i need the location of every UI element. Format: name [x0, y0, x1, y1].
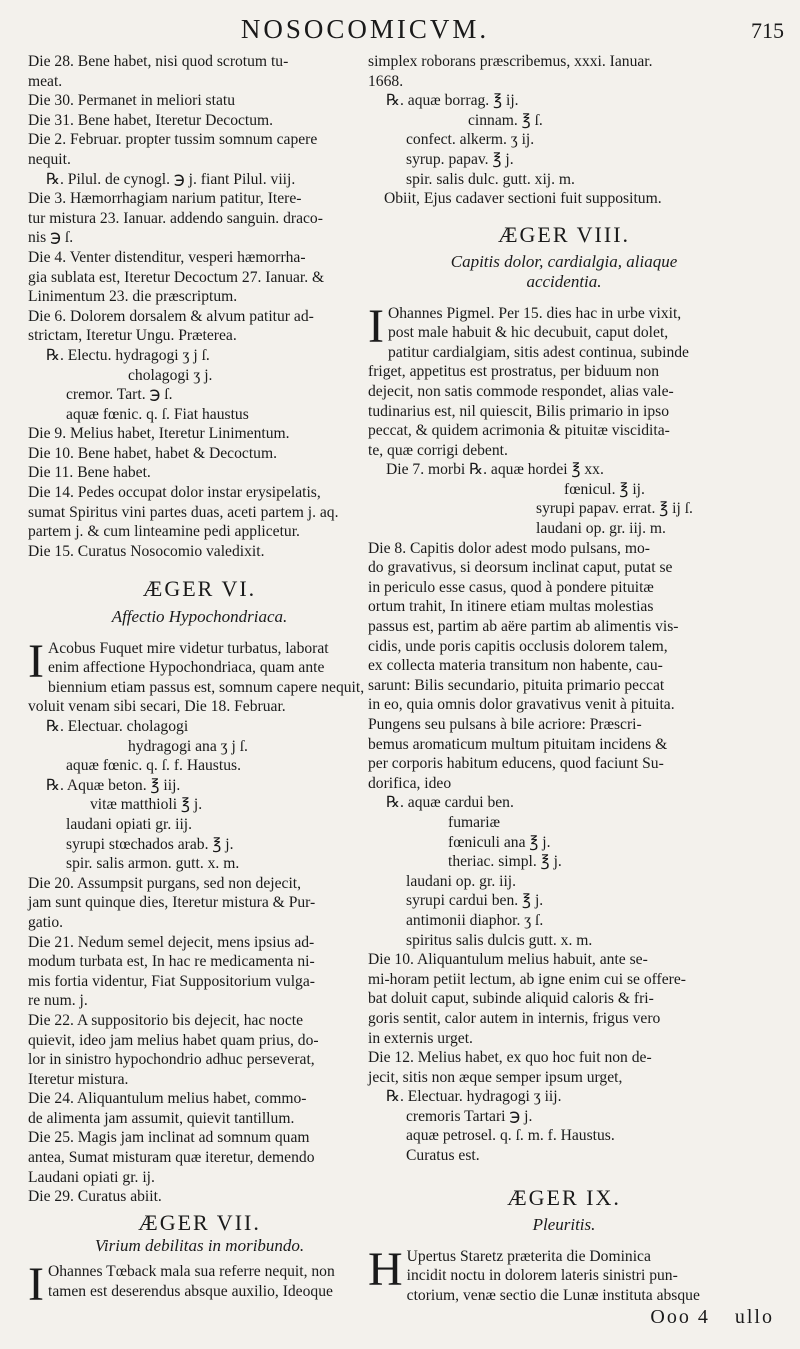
- drop-cap: I: [368, 299, 384, 353]
- prescription-line: vitæ matthioli ℥ j.: [90, 796, 203, 814]
- prescription-line: ℞. aquæ cardui ben.: [386, 794, 514, 812]
- text-line: incidit noctu in dolorem lateris sinistri pun-: [406, 1267, 678, 1285]
- text-line: jecit, sitis non æque semper ipsum urget,: [368, 1068, 623, 1086]
- prescription-line: Die 7. morbi ℞. aquæ hordei ℥ xx.: [386, 461, 604, 479]
- text-line: gia sublata est, Iteretur Decoctum 27. Ianuar. &: [28, 268, 325, 286]
- prescription-line: ℞. Pilul. de cynogl. ℈ j. fiant Pilul. viij.: [46, 170, 296, 188]
- prescription-line: laudani opiati gr. iij.: [66, 815, 193, 833]
- text-line: in eo, quia omnis dolor gravativus venit à pituita.: [368, 696, 675, 714]
- prescription-line: spir. salis dulc. gutt. xij. m.: [406, 170, 575, 188]
- text-line: passus est, partim ab aëre partim ab alimentis vis-: [368, 618, 679, 636]
- prescription-line: aquæ fœnic. q. ſ. f. Haustus.: [66, 757, 241, 775]
- text-line: bemus aromaticum multum pituitam incidens &: [368, 735, 668, 753]
- prescription-line: spir. salis armon. gutt. x. m.: [66, 855, 240, 873]
- text-line: per corporis habitum educens, quod faciunt Su-: [368, 755, 664, 773]
- text-line: post male habuit & hic decubuit, caput dolet,: [387, 324, 669, 342]
- prescription-line: syrupi stœchados arab. ℥ j.: [66, 835, 234, 853]
- text-line: Die 3. Hæmorrhagiam narium patitur, Itere-: [28, 190, 302, 208]
- text-line: Die 31. Bene habet, Iteretur Decoctum.: [28, 111, 274, 129]
- prescription-line: confect. alkerm. ʒ ij.: [406, 131, 535, 149]
- paragraph-aeger-ix: [368, 1242, 760, 1306]
- prescription-line: cinnam. ℥ ſ.: [468, 111, 543, 129]
- text-line: Upertus Staretz præterita die Dominica: [406, 1247, 651, 1265]
- prescription-line: hydragogi ana ʒ j ſ.: [128, 737, 248, 755]
- text-line: Die 29. Curatus abiit.: [28, 1188, 162, 1206]
- prescription-line: aquæ fœnic. q. ſ. Fiat haustus: [66, 405, 249, 423]
- text-line: do gravativus, si deorsum inclinat caput, putat se: [368, 559, 673, 577]
- right-column: [368, 52, 760, 1306]
- text-line: Die 9. Melius habet, Iteretur Linimentum.: [28, 425, 290, 443]
- paragraph-aeger-vi: [28, 634, 371, 717]
- text-line: ctorium, venæ sectio die Lunæ instituta absque: [406, 1287, 700, 1305]
- section-title-aeger-vi: ÆGER VI.: [142, 576, 257, 602]
- text-line: mi-horam petiit lectum, ab igne enim cui se offere-: [368, 970, 686, 988]
- running-title: NOSOCOMICVM.: [240, 14, 490, 44]
- prescription-line: cremor. Tart. ℈ ſ.: [66, 386, 173, 404]
- text-line: tamen est deserendus absque auxilio, Ideoque: [47, 1282, 333, 1300]
- text-line: sumat Spiritus vini partes duas, aceti partem j. aq.: [28, 503, 339, 521]
- section-title-aeger-vii: ÆGER VII.: [138, 1209, 261, 1235]
- text-line: goris sentit, calor autem in internis, frigus vero: [368, 1009, 661, 1027]
- text-line: Ohannes Pigmel. Per 15. dies hac in urbe vixit,: [387, 304, 682, 322]
- text-line: Die 6. Dolorem dorsalem & alvum patitur ad-: [28, 307, 314, 325]
- text-line: in externis urget.: [368, 1029, 473, 1047]
- text-line: de alimenta jam assumit, quievit tantillum.: [28, 1109, 295, 1127]
- text-line: dorifica, ideo: [368, 774, 452, 792]
- text-line: re num. j.: [28, 992, 88, 1010]
- text-line: strictam, Iteretur Ungu. Præterea.: [28, 327, 237, 345]
- section-subtitle: Pleuritis.: [532, 1215, 596, 1235]
- text-line: sarunt: Bilis secundario, pituita primario peccat: [368, 676, 665, 694]
- prescription-line: ℞. Electu. hydragogi ʒ j ſ.: [46, 346, 210, 364]
- prescription-line: syrup. papav. ℥ j.: [406, 150, 514, 168]
- text-line: Die 25. Magis jam inclinat ad somnum quam: [28, 1129, 310, 1147]
- prescription-line: cremoris Tartari ℈ j.: [406, 1107, 533, 1125]
- text-line: mis fortia videntur, Fiat Suppositorium vulga-: [28, 972, 315, 990]
- signature-mark: Ooo 4: [650, 1306, 710, 1328]
- text-line: Die 22. A suppositorio bis dejecit, hac nocte: [28, 1011, 304, 1029]
- text-line: Iteretur mistura.: [28, 1070, 129, 1088]
- text-line: quievit, ideo jam melius habet quam prius, do-: [28, 1031, 319, 1049]
- text-line: nequit.: [28, 150, 71, 168]
- prescription-line: ℞. aquæ borrag. ℥ ij.: [386, 92, 519, 110]
- text-line: peccat, & quidem acrimonia & pituitæ viscidita-: [368, 422, 670, 440]
- left-column: [28, 52, 371, 1312]
- page-number: 715: [751, 18, 784, 43]
- prescription-line: syrupi cardui ben. ℥ j.: [406, 892, 544, 910]
- text-line: nis ℈ ſ.: [28, 229, 74, 247]
- section-subtitle: accidentia.: [526, 271, 602, 291]
- text-line: antea, Sumat misturam quæ iteretur, demendo: [28, 1149, 315, 1167]
- prescription-line: ℞. Electuar. hydragogi ʒ iij.: [386, 1088, 562, 1106]
- section-title-aeger-ix: ÆGER IX.: [507, 1184, 621, 1210]
- prescription-line: antimonii diaphor. ʒ ſ.: [406, 911, 544, 929]
- text-line: in periculo esse casus, quod à pondere pituitæ: [368, 578, 654, 596]
- prescription-line: ℞. Electuar. cholagogi: [46, 718, 189, 735]
- text-line: jam sunt quinque dies, Iteretur mistura & Pur-: [28, 894, 316, 912]
- text-line: Laudani opiati gr. ij.: [28, 1168, 155, 1186]
- text-line: Die 4. Venter distenditur, vesperi hæmorrha-: [28, 248, 306, 266]
- text-line: lor in sinistro hypochondrio adhuc perseverat,: [28, 1051, 315, 1069]
- text-line: Die 8. Capitis dolor adest modo pulsans, mo-: [368, 539, 650, 557]
- text-line: partem j. & cum linteamine pedi applicetur.: [28, 523, 300, 541]
- text-line: Linimentum 23. die præscriptum.: [28, 288, 238, 306]
- text-line: Die 20. Assumpsit purgans, sed non dejecit,: [28, 874, 302, 892]
- text-line: Die 10. Bene habet, habet & Decoctum.: [28, 444, 277, 462]
- catchword: ullo: [734, 1306, 774, 1328]
- prescription-line: aquæ petrosel. q. ſ. m. f. Haustus.: [406, 1127, 615, 1145]
- prescription-line: fœniculi ana ℥ j.: [448, 833, 551, 851]
- text-line: Die 21. Nedum semel dejecit, mens ipsius ad-: [28, 933, 315, 951]
- paragraph-aeger-viii: [368, 299, 760, 461]
- prescription-line: fumariæ: [448, 813, 500, 831]
- text-line: Ohannes Tœback mala sua referre nequit, non: [47, 1263, 335, 1281]
- text-line: te, quæ corrigi debent.: [368, 441, 508, 459]
- drop-cap: I: [28, 1258, 44, 1312]
- prescription-line: cholagogi ʒ j.: [128, 366, 213, 384]
- text-line: ex collecta materia transitum non habente, cau-: [368, 657, 663, 675]
- text-line: gatio.: [28, 913, 64, 931]
- text-line: Die 14. Pedes occupat dolor instar erysipelatis,: [28, 484, 321, 502]
- page-footer: [650, 1306, 774, 1329]
- text-line: friget, appetitus est prostratus, per biduum non: [368, 363, 660, 381]
- prescription-line: laudani op. gr. iij.: [406, 872, 517, 890]
- section-subtitle: Capitis dolor, cardialgia, aliaque: [450, 252, 678, 272]
- text-line: Die 10. Aliquantulum melius habuit, ante se-: [368, 951, 648, 969]
- prescription-line: theriac. simpl. ℥ j.: [448, 853, 562, 871]
- paragraph-aeger-vii: [28, 1258, 371, 1312]
- prescription-line: laudani op. gr. iij. m.: [536, 520, 666, 538]
- prescription-line: syrupi papav. errat. ℥ ij ſ.: [536, 500, 693, 518]
- text-line: tudinarius est, nil quiescit, Bilis primario in ipso: [368, 402, 670, 420]
- text-line: ortum trahit, In itinere etiam multas molestias: [368, 598, 654, 616]
- page-header: [0, 14, 800, 54]
- drop-cap: H: [368, 1242, 403, 1296]
- text-line: enim affectione Hypochondriaca, quam ante: [47, 659, 325, 677]
- section-title-aeger-viii: ÆGER VIII.: [497, 221, 631, 247]
- text-line: Die 12. Melius habet, ex quo hoc fuit non de-: [368, 1049, 652, 1067]
- drop-cap: I: [28, 634, 44, 688]
- text-line: dejecit, non satis commode respondet, alias vale-: [368, 382, 674, 400]
- text-line: 1668.: [368, 72, 404, 90]
- text-line: Acobus Fuquet mire videtur turbatus, laborat: [47, 639, 329, 657]
- text-line: Die 11. Bene habet.: [28, 464, 151, 482]
- text-line: modum turbata est, In hac re medicamenta ni-: [28, 953, 315, 971]
- text-line: voluit venam sibi secari, Die 18. Februar.: [28, 698, 286, 716]
- text-line: Die 24. Aliquantulum melius habet, commo-: [28, 1090, 307, 1108]
- text-line: Obiit, Ejus cadaver sectioni fuit suppositum.: [384, 190, 662, 208]
- text-line: tur mistura 23. Ianuar. addendo sanguin. draco-: [28, 209, 323, 227]
- text-line: meat.: [28, 72, 63, 90]
- text-line: bat doluit caput, subinde aliquid caloris & fri-: [368, 990, 654, 1008]
- section-subtitle: Affectio Hypochondriaca.: [111, 607, 288, 627]
- section-subtitle: Virium debilitas in moribundo.: [94, 1236, 305, 1256]
- text-line: patitur cardialgiam, sitis adest continua, subinde: [387, 343, 689, 361]
- text-line: Die 15. Curatus Nosocomio valedixit.: [28, 542, 265, 560]
- text-line: simplex roborans præscribemus, xxxi. Ianuar.: [368, 53, 653, 70]
- text-line: biennium etiam passus est, somnum capere nequit,: [47, 678, 365, 696]
- prescription-line: ℞. Aquæ beton. ℥ iij.: [46, 776, 181, 794]
- text-line: Die 30. Permanet in meliori statu: [28, 92, 236, 110]
- text-line: Pungens seu pulsans à bile acriore: Præscri-: [368, 716, 642, 733]
- text-line: cidis, unde poris capitis occlusis dolorem talem,: [368, 637, 668, 655]
- prescription-line: fœnicul. ℥ ij.: [564, 480, 645, 498]
- prescription-line: spiritus salis dulcis gutt. x. m.: [406, 931, 593, 949]
- text-line: Die 2. Februar. propter tussim somnum capere: [28, 131, 318, 149]
- text-line: Die 28. Bene habet, nisi quod scrotum tu-: [28, 53, 289, 70]
- prescription-line: Curatus est.: [406, 1147, 480, 1165]
